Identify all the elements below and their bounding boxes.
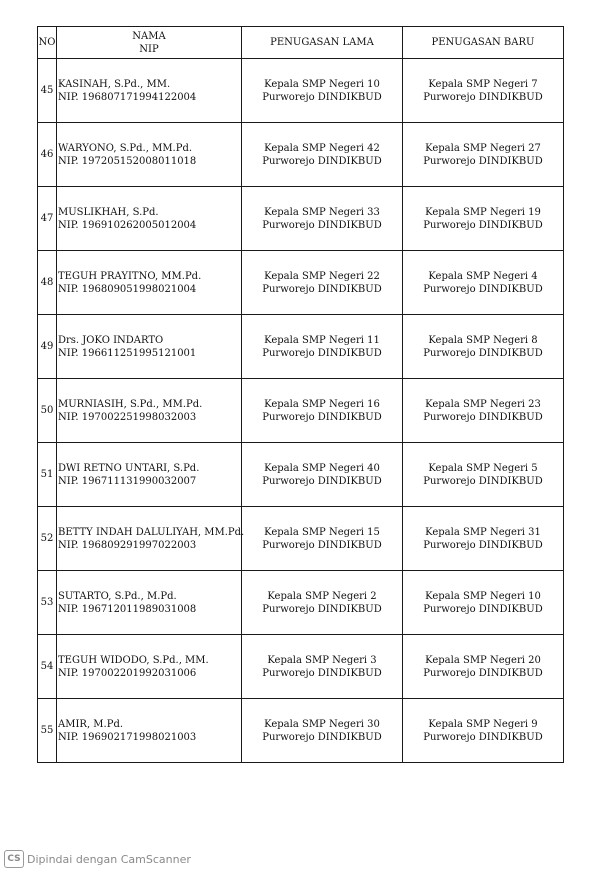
scanner-label: Dipindai dengan CamScanner <box>27 852 191 866</box>
old-assignment: Kepala SMP Negeri 3 Purworejo DINDIKBUD <box>242 635 403 699</box>
header-new-post: PENUGASAN BARU <box>403 27 564 59</box>
employee-cell <box>57 699 242 763</box>
old-assignment: Kepala SMP Negeri 10 Purworejo DINDIKBUD <box>242 59 403 123</box>
employee-name: SUTARTO, S.Pd., M.Pd. <box>58 590 177 602</box>
header-name-nip <box>57 27 242 59</box>
row-number: 49 <box>38 315 57 379</box>
old-assignment: Kepala SMP Negeri 2 Purworejo DINDIKBUD <box>242 571 403 635</box>
employee-name: TEGUH PRAYITNO, MM.Pd. <box>58 270 202 282</box>
employee-nip: NIP. 196910262005012004 <box>58 219 197 231</box>
new-assignment: Kepala SMP Negeri 7 Purworejo DINDIKBUD <box>403 59 564 123</box>
header-nip: NIP <box>139 43 159 55</box>
row-number: 48 <box>38 251 57 315</box>
row-number: 50 <box>38 379 57 443</box>
new-assignment: Kepala SMP Negeri 19 Purworejo DINDIKBUD <box>403 187 564 251</box>
employee-name: WARYONO, S.Pd., MM.Pd. <box>58 142 193 154</box>
old-assignment: Kepala SMP Negeri 16 Purworejo DINDIKBUD <box>242 379 403 443</box>
new-assignment: Kepala SMP Negeri 5 Purworejo DINDIKBUD <box>403 443 564 507</box>
table-row <box>38 123 564 187</box>
employee-nip: NIP. 197002251998032003 <box>58 411 197 423</box>
employee-nip: NIP. 196711131990032007 <box>58 475 197 487</box>
new-assignment: Kepala SMP Negeri 31 Purworejo DINDIKBUD <box>403 507 564 571</box>
camscanner-icon: CS <box>4 850 24 868</box>
old-assignment: Kepala SMP Negeri 15 Purworejo DINDIKBUD <box>242 507 403 571</box>
row-number: 53 <box>38 571 57 635</box>
row-number: 52 <box>38 507 57 571</box>
employee-name: MUSLIKHAH, S.Pd. <box>58 206 159 218</box>
table-row <box>38 635 564 699</box>
table-row <box>38 379 564 443</box>
employee-nip: NIP. 196712011989031008 <box>58 603 197 615</box>
employee-name: BETTY INDAH DALULIYAH, MM.Pd. <box>58 526 245 538</box>
new-assignment: Kepala SMP Negeri 9 Purworejo DINDIKBUD <box>403 699 564 763</box>
header-row <box>38 27 564 59</box>
row-number: 45 <box>38 59 57 123</box>
employee-nip: NIP. 197002201992031006 <box>58 667 197 679</box>
table-row <box>38 699 564 763</box>
employee-nip: NIP. 196807171994122004 <box>58 91 197 103</box>
employee-name: TEGUH WIDODO, S.Pd., MM. <box>58 654 209 666</box>
employee-cell <box>57 443 242 507</box>
old-assignment: Kepala SMP Negeri 22 Purworejo DINDIKBUD <box>242 251 403 315</box>
employee-name: KASINAH, S.Pd., MM. <box>58 78 171 90</box>
scanner-watermark <box>4 850 191 868</box>
employee-cell <box>57 59 242 123</box>
employee-name: Drs. JOKO INDARTO <box>58 334 164 346</box>
reassignment-table <box>37 26 564 763</box>
new-assignment: Kepala SMP Negeri 8 Purworejo DINDIKBUD <box>403 315 564 379</box>
employee-cell <box>57 251 242 315</box>
table-row <box>38 443 564 507</box>
employee-name: DWI RETNO UNTARI, S.Pd. <box>58 462 200 474</box>
new-assignment: Kepala SMP Negeri 10 Purworejo DINDIKBUD <box>403 571 564 635</box>
employee-cell <box>57 187 242 251</box>
employee-cell <box>57 123 242 187</box>
row-number: 51 <box>38 443 57 507</box>
employee-cell <box>57 379 242 443</box>
header-old-post: PENUGASAN LAMA <box>242 27 403 59</box>
table-row <box>38 251 564 315</box>
row-number: 54 <box>38 635 57 699</box>
table-row <box>38 507 564 571</box>
employee-nip: NIP. 196809051998021004 <box>58 283 197 295</box>
old-assignment: Kepala SMP Negeri 40 Purworejo DINDIKBUD <box>242 443 403 507</box>
new-assignment: Kepala SMP Negeri 20 Purworejo DINDIKBUD <box>403 635 564 699</box>
employee-nip: NIP. 196902171998021003 <box>58 731 197 743</box>
row-number: 55 <box>38 699 57 763</box>
table-row <box>38 315 564 379</box>
table-row <box>38 571 564 635</box>
employee-name: AMIR, M.Pd. <box>58 718 124 730</box>
old-assignment: Kepala SMP Negeri 33 Purworejo DINDIKBUD <box>242 187 403 251</box>
new-assignment: Kepala SMP Negeri 27 Purworejo DINDIKBUD <box>403 123 564 187</box>
employee-cell <box>57 571 242 635</box>
row-number: 47 <box>38 187 57 251</box>
employee-nip: NIP. 196809291997022003 <box>58 539 197 551</box>
new-assignment: Kepala SMP Negeri 23 Purworejo DINDIKBUD <box>403 379 564 443</box>
old-assignment: Kepala SMP Negeri 11 Purworejo DINDIKBUD <box>242 315 403 379</box>
header-nama: NAMA <box>132 30 166 42</box>
employee-name: MURNIASIH, S.Pd., MM.Pd. <box>58 398 203 410</box>
old-assignment: Kepala SMP Negeri 42 Purworejo DINDIKBUD <box>242 123 403 187</box>
new-assignment: Kepala SMP Negeri 4 Purworejo DINDIKBUD <box>403 251 564 315</box>
row-number: 46 <box>38 123 57 187</box>
old-assignment: Kepala SMP Negeri 30 Purworejo DINDIKBUD <box>242 699 403 763</box>
employee-cell <box>57 507 245 571</box>
employee-cell <box>57 315 242 379</box>
header-no: NO <box>38 27 57 59</box>
table-row <box>38 59 564 123</box>
employee-cell <box>57 635 242 699</box>
employee-nip: NIP. 196611251995121001 <box>58 347 197 359</box>
employee-nip: NIP. 197205152008011018 <box>58 155 197 167</box>
table-row <box>38 187 564 251</box>
